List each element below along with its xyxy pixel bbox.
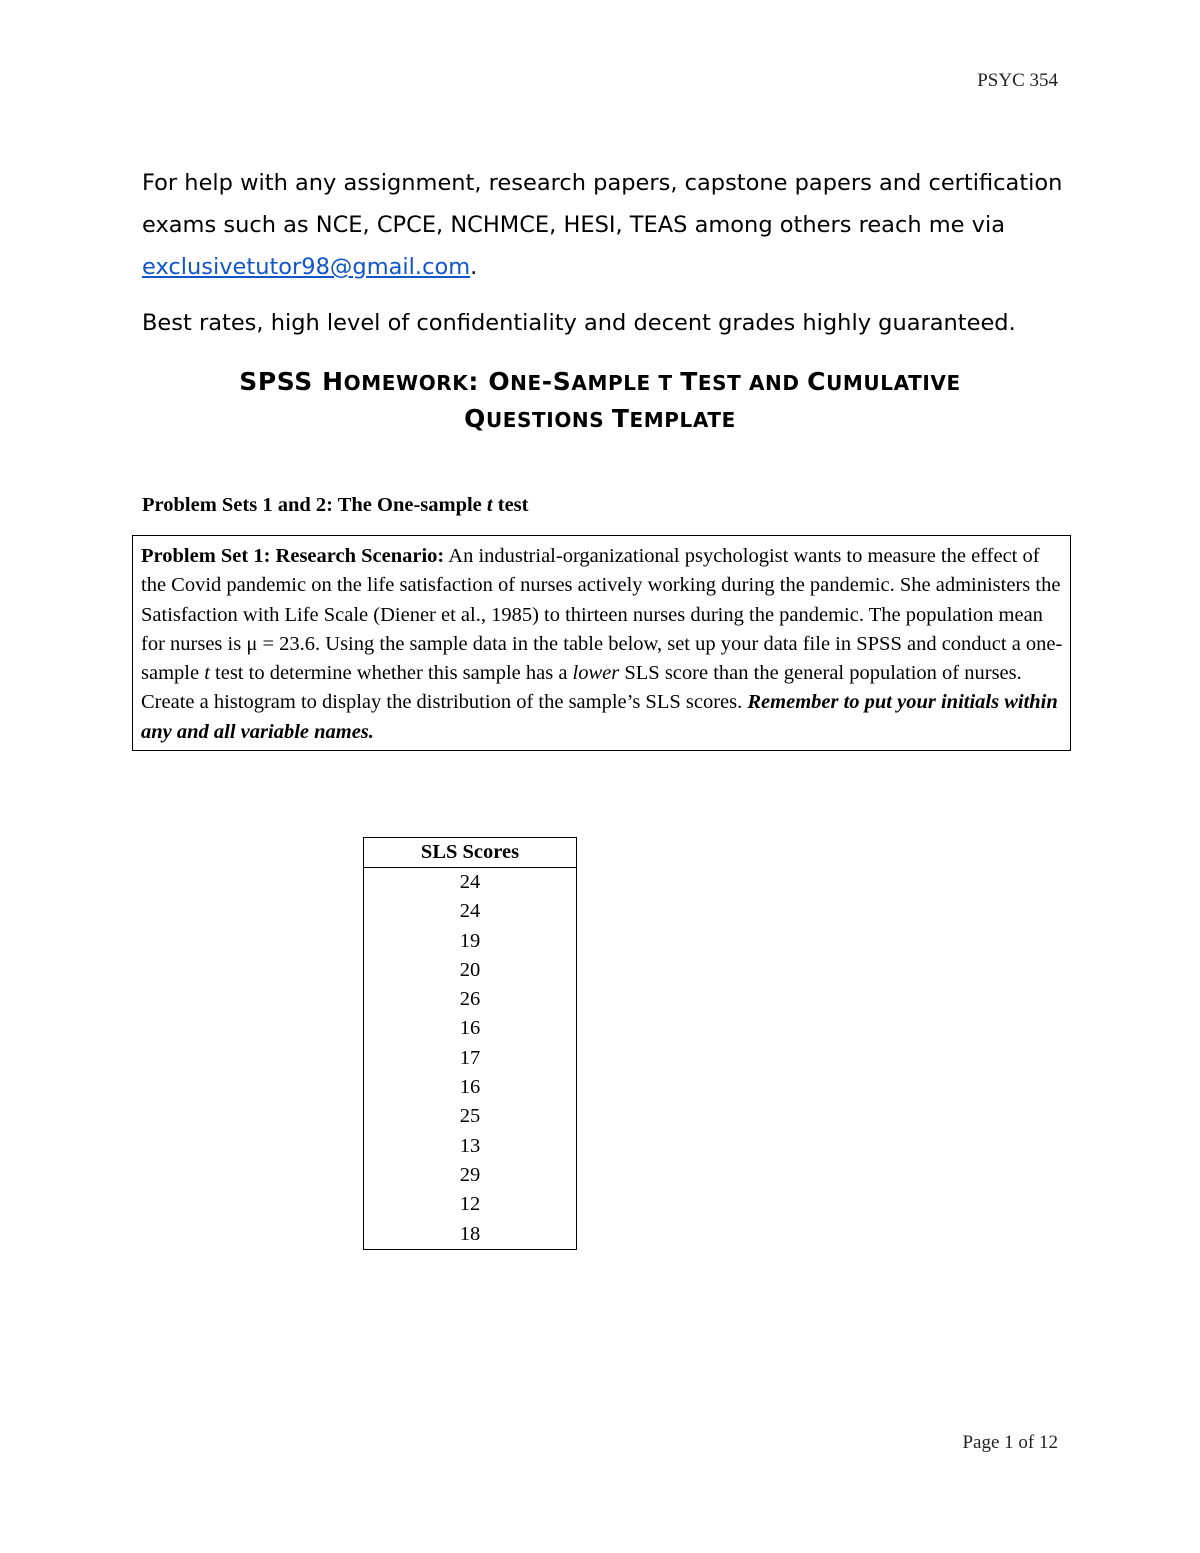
title-part: T (611, 404, 630, 433)
title-part: EST AND (697, 371, 808, 395)
table-cell: 24 (459, 900, 481, 923)
table-row (364, 1014, 577, 1043)
title-part: : (468, 367, 489, 396)
table-row (364, 956, 577, 985)
table-cell: 26 (459, 988, 481, 1011)
title-part: - (541, 367, 553, 396)
promo-paragraph-2: Best rates, high level of confidentiality and decent grades highly guaranteed. (142, 310, 1016, 336)
table-cell: 20 (459, 958, 481, 981)
title-part: O (488, 367, 511, 396)
table-row (364, 1132, 577, 1161)
table-row (364, 1220, 577, 1250)
title-part: Q (464, 404, 486, 433)
table-cell: 25 (459, 1105, 481, 1128)
table-row (364, 1073, 577, 1102)
promo-period: . (470, 254, 478, 280)
scenario-emphasis: Remember to put your initials within any and all variable names. (141, 691, 1058, 743)
title-part: NE (510, 371, 542, 395)
title-part: OMEWORK (343, 371, 469, 395)
table-cell: 19 (459, 929, 481, 952)
title-part: UMULATIVE (826, 371, 961, 395)
research-scenario-box (132, 535, 1071, 751)
table-row (364, 1044, 577, 1073)
email-link[interactable]: exclusivetutor98@gmail.com (142, 254, 471, 280)
promo-text: For help with any assignment, research papers, capstone papers and certification exams such as NCE, CPCE, NCHMCE, HESI, TEAS among others reach me via (142, 170, 1063, 238)
title-part: AMPLE (571, 371, 659, 395)
promo-block (142, 162, 1072, 344)
scenario-text: An industrial-organizational psychologist wants to measure the effect of the Covid pandemic on the life satisfaction of nurses actively working during the pandemic. She administers the Satisfaction with Life Scale (Diener et al., 1985) to thirteen nurses during the pandemic. The population mean for nurses is (141, 545, 1061, 655)
section-heading-text: test (492, 494, 529, 516)
sls-scores-table (363, 837, 577, 1250)
table-row (364, 985, 577, 1014)
table-cell: 18 (459, 1222, 481, 1245)
table-row (364, 1161, 577, 1190)
course-header: PSYC 354 (977, 70, 1058, 91)
scenario-text: = 23.6. Using the sample data in the table below, set up your data file in SPSS and conduct a one-sample (141, 632, 1063, 685)
title-part: SPSS (239, 367, 323, 396)
table-row (364, 927, 577, 956)
title-part: C (807, 367, 827, 396)
section-heading-text: Problem Sets 1 and 2: The One-sample (142, 494, 487, 516)
scenario-lower-italic: lower (572, 662, 620, 685)
section-heading-t: t (486, 494, 493, 516)
scenario-text: SLS score than the general population of nurses. Create a histogram to display the distribution of the sample’s SLS scores. (141, 662, 1022, 714)
section-heading (142, 494, 528, 517)
mu-symbol: μ (246, 632, 258, 655)
table-header-row (364, 838, 577, 868)
table-cell: 17 (459, 1046, 481, 1069)
table-row (364, 1102, 577, 1131)
table-cell: 13 (459, 1134, 481, 1157)
table-cell: 29 (459, 1163, 481, 1186)
title-part: UESTIONS (485, 408, 612, 432)
table-row (364, 1190, 577, 1219)
scenario-t-italic: t (204, 662, 210, 685)
title-part: H (322, 367, 344, 396)
scenario-text: test to determine whether this sample has a (209, 662, 573, 685)
page-number: Page 1 of 12 (962, 1432, 1058, 1453)
table-cell: 12 (459, 1193, 481, 1216)
document-title (142, 364, 1058, 438)
table-row (364, 868, 577, 898)
table-header-cell: SLS Scores (364, 838, 577, 868)
title-part: S (552, 367, 572, 396)
promo-paragraph-1 (142, 162, 1072, 288)
title-part: T (658, 371, 673, 395)
title-part: T (680, 367, 698, 396)
table-cell: 16 (459, 1076, 481, 1099)
title-part: EMPLATE (629, 408, 736, 432)
table-cell: 16 (459, 1017, 481, 1040)
table-row (364, 897, 577, 926)
table-cell: 24 (459, 871, 481, 893)
scenario-label: Problem Set 1: Research Scenario: (141, 545, 445, 567)
